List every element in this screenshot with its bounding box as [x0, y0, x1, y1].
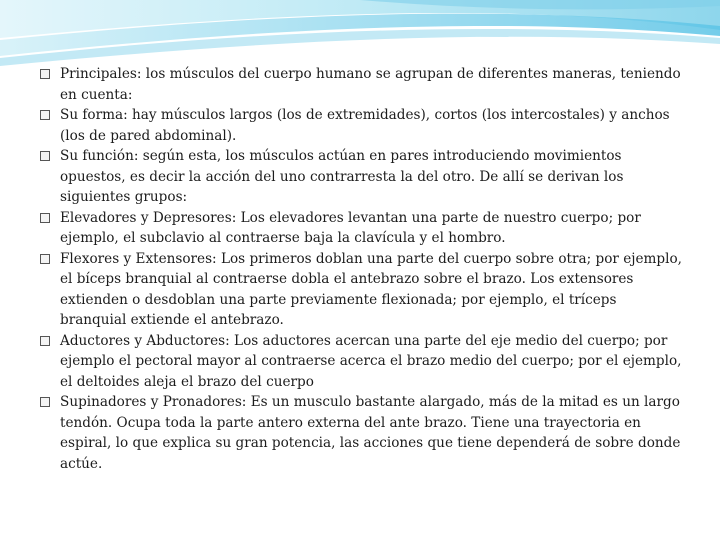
checkbox-bullet-icon [40, 69, 50, 79]
item-term: Flexores y Extensores: [60, 250, 217, 267]
item-term: Principales: [60, 66, 142, 82]
list-item [38, 146, 682, 208]
checkbox-bullet-icon [40, 397, 50, 407]
checkbox-bullet-icon [40, 254, 50, 264]
bullet-list [38, 64, 682, 474]
item-term: Su forma: [60, 107, 128, 123]
item-text: Los elevadores levantan una parte de nuestro cuerpo; por ejemplo, el subclavio al contraerse baja la clavícula y el hombro. [60, 209, 641, 246]
list-item [38, 249, 682, 331]
item-text: Los aductores acercan una parte del eje medio del cuerpo; por ejemplo el pectoral mayor al contraerse acerca el brazo medio del cuerpo; por el ejemplo, el deltoides aleja el brazo del cuerpo [60, 332, 682, 390]
header-wave-decoration [0, 0, 720, 72]
item-term: Elevadores y Depresores: [60, 209, 237, 226]
checkbox-bullet-icon [40, 336, 50, 346]
list-item [38, 105, 682, 146]
item-text: Los primeros doblan una parte del cuerpo sobre otra; por ejemplo, el bíceps branquial al contraerse dobla el antebrazo sobre el brazo. Los extensores extienden o desdoblan una parte previamente flexionada; por ejemplo, el tríceps branquial extiende el antebrazo. [60, 250, 682, 328]
item-text: los músculos del cuerpo humano se agrupan de diferentes maneras, teniendo en cuenta: [60, 66, 681, 103]
item-text: según esta, los músculos actúan en pares introduciendo movimientos opuestos, es decir la acción del uno contrarresta la del otro. De allí se derivan los siguientes grupos: [60, 148, 624, 205]
item-text: hay músculos largos (los de extremidades), cortos (los intercostales) y anchos (los de pared abdominal). [60, 107, 670, 144]
list-item [38, 64, 682, 105]
item-text: Es un musculo bastante alargado, más de la mitad es un largo tendón. Ocupa toda la parte antero externa del ante brazo. Tiene una trayectoria en espiral, lo que explica su gran potencia, las acciones que tiene dependerá de sobre donde actúe. [60, 394, 681, 472]
list-item [38, 208, 682, 249]
item-term: Aductores y Abductores: [60, 332, 230, 349]
checkbox-bullet-icon [40, 110, 50, 120]
item-term: Supinadores y Pronadores: [60, 394, 247, 410]
item-term: Su función: [60, 148, 139, 164]
list-item [38, 392, 682, 474]
checkbox-bullet-icon [40, 151, 50, 161]
list-item [38, 331, 682, 393]
checkbox-bullet-icon [40, 213, 50, 223]
